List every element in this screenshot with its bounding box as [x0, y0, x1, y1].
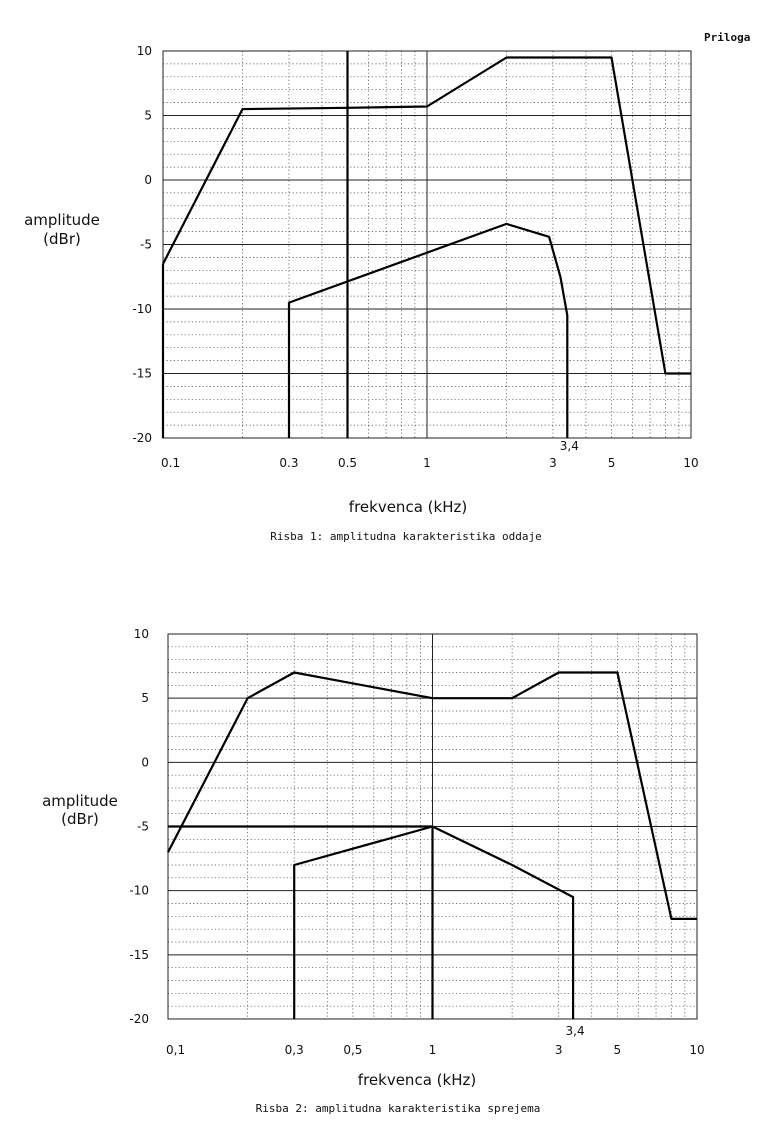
x-tick-label: 0.5	[337, 456, 358, 470]
y-tick-label: 5	[141, 691, 149, 706]
y-tick-label: -20	[129, 1012, 149, 1026]
y-tick-label: 0	[141, 755, 149, 770]
x-tick-label: 10	[689, 1043, 705, 1057]
x-tick-label: 5	[607, 456, 616, 470]
y-axis-label: amplitude	[42, 792, 118, 810]
x-axis-label: frekvenca (kHz)	[348, 498, 468, 516]
x-tick-label: 1	[423, 456, 431, 470]
x-tick-label: 0.3	[279, 456, 299, 470]
annotation-label: 3,4	[565, 1024, 585, 1038]
x-tick-label: 0,3	[284, 1043, 304, 1057]
plot-area	[168, 634, 697, 1019]
y-tick-label: -20	[132, 431, 152, 445]
x-tick-label: 0,5	[343, 1043, 363, 1057]
y-tick-label: -5	[137, 819, 149, 834]
x-tick-label: 5	[613, 1043, 622, 1057]
x-tick-label: 0,1	[166, 1043, 186, 1057]
y-tick-label: -15	[132, 366, 152, 381]
header-label: Priloga	[704, 31, 751, 44]
y-tick-label: -5	[140, 237, 152, 252]
y-axis-label: amplitude	[24, 211, 100, 229]
y-tick-label: 10	[133, 627, 149, 641]
y-axis-unit-label: (dBr)	[43, 230, 81, 248]
x-tick-label: 3	[554, 1043, 563, 1057]
y-tick-label: -10	[129, 883, 149, 898]
y-tick-label: -10	[132, 302, 152, 316]
figure-caption: Risba 1: amplitudna karakteristika oddaje	[270, 530, 542, 543]
x-tick-label: 10	[683, 456, 699, 470]
figure-caption: Risba 2: amplitudna karakteristika sprejema	[255, 1102, 541, 1115]
x-tick-label: 0.1	[161, 456, 181, 470]
x-tick-label: 1	[428, 1043, 437, 1057]
y-tick-label: 5	[144, 108, 152, 123]
y-axis-unit-label: (dBr)	[61, 810, 99, 828]
series-line-2	[294, 827, 573, 1020]
y-tick-label: -15	[129, 947, 149, 962]
x-tick-label: 3	[549, 456, 557, 470]
x-axis-label: frekvenca (kHz)	[357, 1071, 477, 1089]
annotation-label: 3,4	[559, 439, 579, 453]
y-tick-label: 10	[136, 44, 152, 58]
y-tick-label: 0	[144, 173, 152, 187]
